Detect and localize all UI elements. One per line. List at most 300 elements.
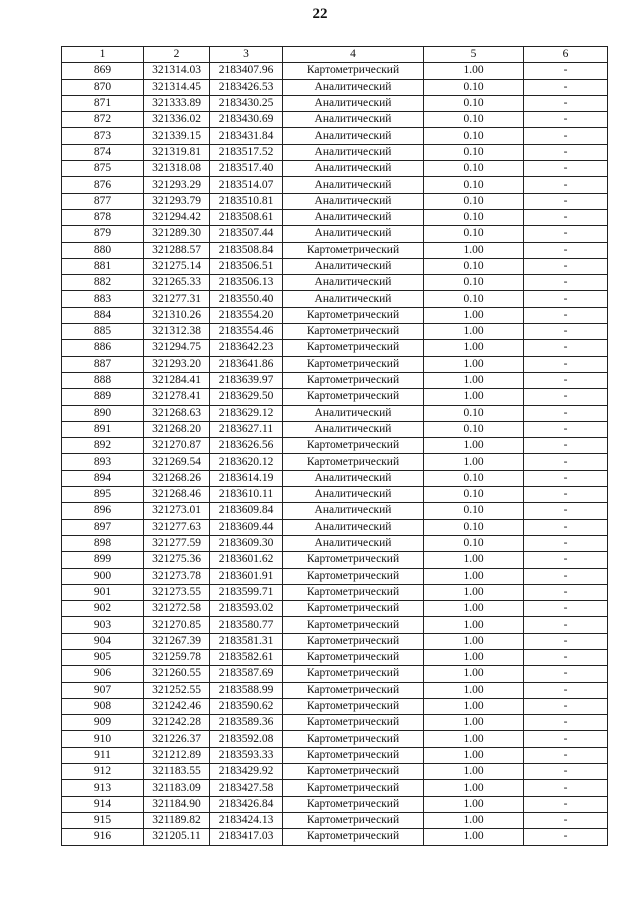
accuracy-cell: 0.10 <box>424 161 524 177</box>
method-cell: Картометрический <box>283 796 424 812</box>
table-row <box>62 128 608 144</box>
accuracy-cell: 1.00 <box>424 356 524 372</box>
accuracy-cell: 1.00 <box>424 682 524 698</box>
method-cell: Картометрический <box>283 666 424 682</box>
accuracy-cell: 0.10 <box>424 535 524 551</box>
point-number-cell: 884 <box>62 307 144 323</box>
note-cell: - <box>524 438 608 454</box>
x-coordinate-cell: 321284.41 <box>144 372 210 388</box>
accuracy-cell: 1.00 <box>424 649 524 665</box>
point-number-cell: 909 <box>62 715 144 731</box>
method-cell: Картометрический <box>283 780 424 796</box>
accuracy-cell: 1.00 <box>424 340 524 356</box>
accuracy-cell: 0.10 <box>424 95 524 111</box>
table-row <box>62 552 608 568</box>
method-cell: Аналитический <box>283 519 424 535</box>
method-cell: Аналитический <box>283 258 424 274</box>
note-cell: - <box>524 421 608 437</box>
accuracy-cell: 1.00 <box>424 242 524 258</box>
y-coordinate-cell: 2183609.44 <box>210 519 283 535</box>
note-cell: - <box>524 209 608 225</box>
accuracy-cell: 0.10 <box>424 177 524 193</box>
table-row <box>62 715 608 731</box>
note-cell: - <box>524 617 608 633</box>
y-coordinate-cell: 2183426.84 <box>210 796 283 812</box>
point-number-cell: 887 <box>62 356 144 372</box>
table-row <box>62 796 608 812</box>
x-coordinate-cell: 321273.01 <box>144 503 210 519</box>
x-coordinate-cell: 321260.55 <box>144 666 210 682</box>
table-row <box>62 193 608 209</box>
accuracy-cell: 1.00 <box>424 796 524 812</box>
accuracy-cell: 1.00 <box>424 552 524 568</box>
point-number-cell: 871 <box>62 95 144 111</box>
table-row <box>62 95 608 111</box>
method-cell: Аналитический <box>283 503 424 519</box>
x-coordinate-cell: 321319.81 <box>144 144 210 160</box>
method-cell: Аналитический <box>283 226 424 242</box>
y-coordinate-cell: 2183508.61 <box>210 209 283 225</box>
y-coordinate-cell: 2183589.36 <box>210 715 283 731</box>
note-cell: - <box>524 649 608 665</box>
x-coordinate-cell: 321277.63 <box>144 519 210 535</box>
note-cell: - <box>524 829 608 845</box>
point-number-cell: 908 <box>62 698 144 714</box>
coordinates-table <box>61 46 608 846</box>
y-coordinate-cell: 2183506.13 <box>210 275 283 291</box>
table-row <box>62 487 608 503</box>
point-number-cell: 907 <box>62 682 144 698</box>
accuracy-cell: 0.10 <box>424 291 524 307</box>
table-header-row <box>62 47 608 63</box>
x-coordinate-cell: 321242.46 <box>144 698 210 714</box>
table-row <box>62 421 608 437</box>
x-coordinate-cell: 321270.85 <box>144 617 210 633</box>
method-cell: Аналитический <box>283 275 424 291</box>
y-coordinate-cell: 2183508.84 <box>210 242 283 258</box>
accuracy-cell: 1.00 <box>424 812 524 828</box>
table-row <box>62 666 608 682</box>
column-header-4: 4 <box>283 47 424 63</box>
point-number-cell: 912 <box>62 764 144 780</box>
table-row <box>62 275 608 291</box>
point-number-cell: 894 <box>62 470 144 486</box>
x-coordinate-cell: 321294.75 <box>144 340 210 356</box>
x-coordinate-cell: 321278.41 <box>144 389 210 405</box>
table-row <box>62 682 608 698</box>
method-cell: Аналитический <box>283 487 424 503</box>
y-coordinate-cell: 2183642.23 <box>210 340 283 356</box>
x-coordinate-cell: 321293.79 <box>144 193 210 209</box>
y-coordinate-cell: 2183614.19 <box>210 470 283 486</box>
table-row <box>62 584 608 600</box>
x-coordinate-cell: 321294.42 <box>144 209 210 225</box>
method-cell: Аналитический <box>283 193 424 209</box>
method-cell: Картометрический <box>283 324 424 340</box>
x-coordinate-cell: 321318.08 <box>144 161 210 177</box>
y-coordinate-cell: 2183601.62 <box>210 552 283 568</box>
y-coordinate-cell: 2183641.86 <box>210 356 283 372</box>
point-number-cell: 873 <box>62 128 144 144</box>
accuracy-cell: 0.10 <box>424 112 524 128</box>
point-number-cell: 876 <box>62 177 144 193</box>
point-number-cell: 892 <box>62 438 144 454</box>
note-cell: - <box>524 568 608 584</box>
method-cell: Картометрический <box>283 63 424 79</box>
method-cell: Аналитический <box>283 112 424 128</box>
table-row <box>62 340 608 356</box>
method-cell: Аналитический <box>283 128 424 144</box>
table-row <box>62 112 608 128</box>
method-cell: Картометрический <box>283 307 424 323</box>
x-coordinate-cell: 321205.11 <box>144 829 210 845</box>
note-cell: - <box>524 780 608 796</box>
y-coordinate-cell: 2183592.08 <box>210 731 283 747</box>
method-cell: Картометрический <box>283 715 424 731</box>
note-cell: - <box>524 503 608 519</box>
method-cell: Картометрический <box>283 812 424 828</box>
table-row <box>62 649 608 665</box>
point-number-cell: 878 <box>62 209 144 225</box>
method-cell: Аналитический <box>283 79 424 95</box>
note-cell: - <box>524 79 608 95</box>
y-coordinate-cell: 2183430.69 <box>210 112 283 128</box>
point-number-cell: 888 <box>62 372 144 388</box>
note-cell: - <box>524 372 608 388</box>
note-cell: - <box>524 307 608 323</box>
table-row <box>62 144 608 160</box>
y-coordinate-cell: 2183593.02 <box>210 601 283 617</box>
x-coordinate-cell: 321252.55 <box>144 682 210 698</box>
point-number-cell: 905 <box>62 649 144 665</box>
y-coordinate-cell: 2183580.77 <box>210 617 283 633</box>
table-row <box>62 519 608 535</box>
note-cell: - <box>524 258 608 274</box>
x-coordinate-cell: 321269.54 <box>144 454 210 470</box>
x-coordinate-cell: 321212.89 <box>144 747 210 763</box>
point-number-cell: 882 <box>62 275 144 291</box>
y-coordinate-cell: 2183588.99 <box>210 682 283 698</box>
x-coordinate-cell: 321273.78 <box>144 568 210 584</box>
note-cell: - <box>524 470 608 486</box>
method-cell: Аналитический <box>283 144 424 160</box>
point-number-cell: 889 <box>62 389 144 405</box>
y-coordinate-cell: 2183517.40 <box>210 161 283 177</box>
x-coordinate-cell: 321314.03 <box>144 63 210 79</box>
point-number-cell: 883 <box>62 291 144 307</box>
accuracy-cell: 1.00 <box>424 389 524 405</box>
table-row <box>62 356 608 372</box>
column-header-5: 5 <box>424 47 524 63</box>
x-coordinate-cell: 321268.20 <box>144 421 210 437</box>
accuracy-cell: 1.00 <box>424 747 524 763</box>
y-coordinate-cell: 2183601.91 <box>210 568 283 584</box>
note-cell: - <box>524 291 608 307</box>
x-coordinate-cell: 321277.59 <box>144 535 210 551</box>
point-number-cell: 903 <box>62 617 144 633</box>
x-coordinate-cell: 321265.33 <box>144 275 210 291</box>
table-row <box>62 731 608 747</box>
accuracy-cell: 1.00 <box>424 715 524 731</box>
accuracy-cell: 0.10 <box>424 421 524 437</box>
table-row <box>62 79 608 95</box>
y-coordinate-cell: 2183609.30 <box>210 535 283 551</box>
y-coordinate-cell: 2183587.69 <box>210 666 283 682</box>
note-cell: - <box>524 161 608 177</box>
method-cell: Картометрический <box>283 584 424 600</box>
point-number-cell: 870 <box>62 79 144 95</box>
point-number-cell: 880 <box>62 242 144 258</box>
column-header-3: 3 <box>210 47 283 63</box>
table-row <box>62 324 608 340</box>
table-row <box>62 389 608 405</box>
accuracy-cell: 0.10 <box>424 144 524 160</box>
point-number-cell: 881 <box>62 258 144 274</box>
table-row <box>62 291 608 307</box>
table-row <box>62 568 608 584</box>
y-coordinate-cell: 2183639.97 <box>210 372 283 388</box>
column-header-2: 2 <box>144 47 210 63</box>
method-cell: Аналитический <box>283 421 424 437</box>
table-row <box>62 535 608 551</box>
table-row <box>62 454 608 470</box>
accuracy-cell: 1.00 <box>424 568 524 584</box>
point-number-cell: 901 <box>62 584 144 600</box>
method-cell: Картометрический <box>283 389 424 405</box>
x-coordinate-cell: 321267.39 <box>144 633 210 649</box>
point-number-cell: 914 <box>62 796 144 812</box>
note-cell: - <box>524 747 608 763</box>
method-cell: Картометрический <box>283 454 424 470</box>
note-cell: - <box>524 535 608 551</box>
accuracy-cell: 0.10 <box>424 405 524 421</box>
y-coordinate-cell: 2183629.50 <box>210 389 283 405</box>
method-cell: Картометрический <box>283 601 424 617</box>
note-cell: - <box>524 731 608 747</box>
y-coordinate-cell: 2183417.03 <box>210 829 283 845</box>
method-cell: Картометрический <box>283 747 424 763</box>
table-row <box>62 633 608 649</box>
note-cell: - <box>524 356 608 372</box>
point-number-cell: 897 <box>62 519 144 535</box>
x-coordinate-cell: 321226.37 <box>144 731 210 747</box>
method-cell: Картометрический <box>283 242 424 258</box>
y-coordinate-cell: 2183510.81 <box>210 193 283 209</box>
note-cell: - <box>524 764 608 780</box>
y-coordinate-cell: 2183550.40 <box>210 291 283 307</box>
accuracy-cell: 0.10 <box>424 193 524 209</box>
x-coordinate-cell: 321275.14 <box>144 258 210 274</box>
accuracy-cell: 0.10 <box>424 487 524 503</box>
method-cell: Картометрический <box>283 829 424 845</box>
y-coordinate-cell: 2183426.53 <box>210 79 283 95</box>
accuracy-cell: 0.10 <box>424 226 524 242</box>
x-coordinate-cell: 321314.45 <box>144 79 210 95</box>
note-cell: - <box>524 454 608 470</box>
y-coordinate-cell: 2183610.11 <box>210 487 283 503</box>
x-coordinate-cell: 321270.87 <box>144 438 210 454</box>
x-coordinate-cell: 321275.36 <box>144 552 210 568</box>
note-cell: - <box>524 226 608 242</box>
y-coordinate-cell: 2183554.20 <box>210 307 283 323</box>
y-coordinate-cell: 2183431.84 <box>210 128 283 144</box>
note-cell: - <box>524 128 608 144</box>
note-cell: - <box>524 601 608 617</box>
x-coordinate-cell: 321268.46 <box>144 487 210 503</box>
accuracy-cell: 0.10 <box>424 79 524 95</box>
method-cell: Аналитический <box>283 535 424 551</box>
accuracy-cell: 0.10 <box>424 209 524 225</box>
x-coordinate-cell: 321268.26 <box>144 470 210 486</box>
y-coordinate-cell: 2183517.52 <box>210 144 283 160</box>
x-coordinate-cell: 321339.15 <box>144 128 210 144</box>
accuracy-cell: 1.00 <box>424 666 524 682</box>
y-coordinate-cell: 2183626.56 <box>210 438 283 454</box>
point-number-cell: 904 <box>62 633 144 649</box>
method-cell: Картометрический <box>283 682 424 698</box>
note-cell: - <box>524 193 608 209</box>
x-coordinate-cell: 321183.55 <box>144 764 210 780</box>
point-number-cell: 902 <box>62 601 144 617</box>
method-cell: Картометрический <box>283 356 424 372</box>
point-number-cell: 886 <box>62 340 144 356</box>
accuracy-cell: 0.10 <box>424 503 524 519</box>
note-cell: - <box>524 796 608 812</box>
note-cell: - <box>524 666 608 682</box>
point-number-cell: 885 <box>62 324 144 340</box>
note-cell: - <box>524 487 608 503</box>
column-header-6: 6 <box>524 47 608 63</box>
point-number-cell: 891 <box>62 421 144 437</box>
y-coordinate-cell: 2183507.44 <box>210 226 283 242</box>
x-coordinate-cell: 321184.90 <box>144 796 210 812</box>
note-cell: - <box>524 519 608 535</box>
method-cell: Картометрический <box>283 649 424 665</box>
y-coordinate-cell: 2183627.11 <box>210 421 283 437</box>
table-row <box>62 226 608 242</box>
x-coordinate-cell: 321293.20 <box>144 356 210 372</box>
y-coordinate-cell: 2183554.46 <box>210 324 283 340</box>
note-cell: - <box>524 275 608 291</box>
table-row <box>62 258 608 274</box>
table-row <box>62 438 608 454</box>
method-cell: Картометрический <box>283 372 424 388</box>
table-row <box>62 161 608 177</box>
method-cell: Картометрический <box>283 340 424 356</box>
y-coordinate-cell: 2183609.84 <box>210 503 283 519</box>
table-row <box>62 601 608 617</box>
point-number-cell: 906 <box>62 666 144 682</box>
accuracy-cell: 0.10 <box>424 258 524 274</box>
method-cell: Аналитический <box>283 405 424 421</box>
accuracy-cell: 1.00 <box>424 617 524 633</box>
note-cell: - <box>524 324 608 340</box>
note-cell: - <box>524 552 608 568</box>
x-coordinate-cell: 321272.58 <box>144 601 210 617</box>
y-coordinate-cell: 2183429.92 <box>210 764 283 780</box>
table-row <box>62 242 608 258</box>
method-cell: Картометрический <box>283 633 424 649</box>
method-cell: Аналитический <box>283 95 424 111</box>
point-number-cell: 875 <box>62 161 144 177</box>
y-coordinate-cell: 2183407.96 <box>210 63 283 79</box>
table-row <box>62 747 608 763</box>
table-row <box>62 209 608 225</box>
accuracy-cell: 1.00 <box>424 324 524 340</box>
accuracy-cell: 0.10 <box>424 519 524 535</box>
point-number-cell: 895 <box>62 487 144 503</box>
page-number: 22 <box>312 6 328 22</box>
table-row <box>62 812 608 828</box>
point-number-cell: 874 <box>62 144 144 160</box>
note-cell: - <box>524 633 608 649</box>
accuracy-cell: 1.00 <box>424 731 524 747</box>
accuracy-cell: 1.00 <box>424 698 524 714</box>
accuracy-cell: 1.00 <box>424 438 524 454</box>
point-number-cell: 910 <box>62 731 144 747</box>
table-row <box>62 764 608 780</box>
accuracy-cell: 1.00 <box>424 829 524 845</box>
point-number-cell: 913 <box>62 780 144 796</box>
accuracy-cell: 0.10 <box>424 275 524 291</box>
accuracy-cell: 1.00 <box>424 633 524 649</box>
accuracy-cell: 1.00 <box>424 764 524 780</box>
note-cell: - <box>524 584 608 600</box>
point-number-cell: 890 <box>62 405 144 421</box>
note-cell: - <box>524 144 608 160</box>
y-coordinate-cell: 2183430.25 <box>210 95 283 111</box>
x-coordinate-cell: 321277.31 <box>144 291 210 307</box>
x-coordinate-cell: 321312.38 <box>144 324 210 340</box>
x-coordinate-cell: 321273.55 <box>144 584 210 600</box>
note-cell: - <box>524 340 608 356</box>
accuracy-cell: 1.00 <box>424 307 524 323</box>
y-coordinate-cell: 2183620.12 <box>210 454 283 470</box>
accuracy-cell: 1.00 <box>424 780 524 796</box>
point-number-cell: 915 <box>62 812 144 828</box>
y-coordinate-cell: 2183506.51 <box>210 258 283 274</box>
y-coordinate-cell: 2183427.58 <box>210 780 283 796</box>
accuracy-cell: 1.00 <box>424 584 524 600</box>
note-cell: - <box>524 715 608 731</box>
x-coordinate-cell: 321259.78 <box>144 649 210 665</box>
accuracy-cell: 0.10 <box>424 128 524 144</box>
accuracy-cell: 1.00 <box>424 372 524 388</box>
y-coordinate-cell: 2183629.12 <box>210 405 283 421</box>
table-row <box>62 470 608 486</box>
table-row <box>62 177 608 193</box>
method-cell: Аналитический <box>283 177 424 193</box>
x-coordinate-cell: 321293.29 <box>144 177 210 193</box>
point-number-cell: 900 <box>62 568 144 584</box>
table-row <box>62 780 608 796</box>
method-cell: Картометрический <box>283 764 424 780</box>
note-cell: - <box>524 95 608 111</box>
y-coordinate-cell: 2183599.71 <box>210 584 283 600</box>
accuracy-cell: 1.00 <box>424 454 524 470</box>
method-cell: Аналитический <box>283 291 424 307</box>
note-cell: - <box>524 63 608 79</box>
point-number-cell: 877 <box>62 193 144 209</box>
x-coordinate-cell: 321242.28 <box>144 715 210 731</box>
table-row <box>62 617 608 633</box>
note-cell: - <box>524 112 608 128</box>
point-number-cell: 893 <box>62 454 144 470</box>
method-cell: Картометрический <box>283 438 424 454</box>
method-cell: Картометрический <box>283 698 424 714</box>
accuracy-cell: 0.10 <box>424 470 524 486</box>
x-coordinate-cell: 321333.89 <box>144 95 210 111</box>
